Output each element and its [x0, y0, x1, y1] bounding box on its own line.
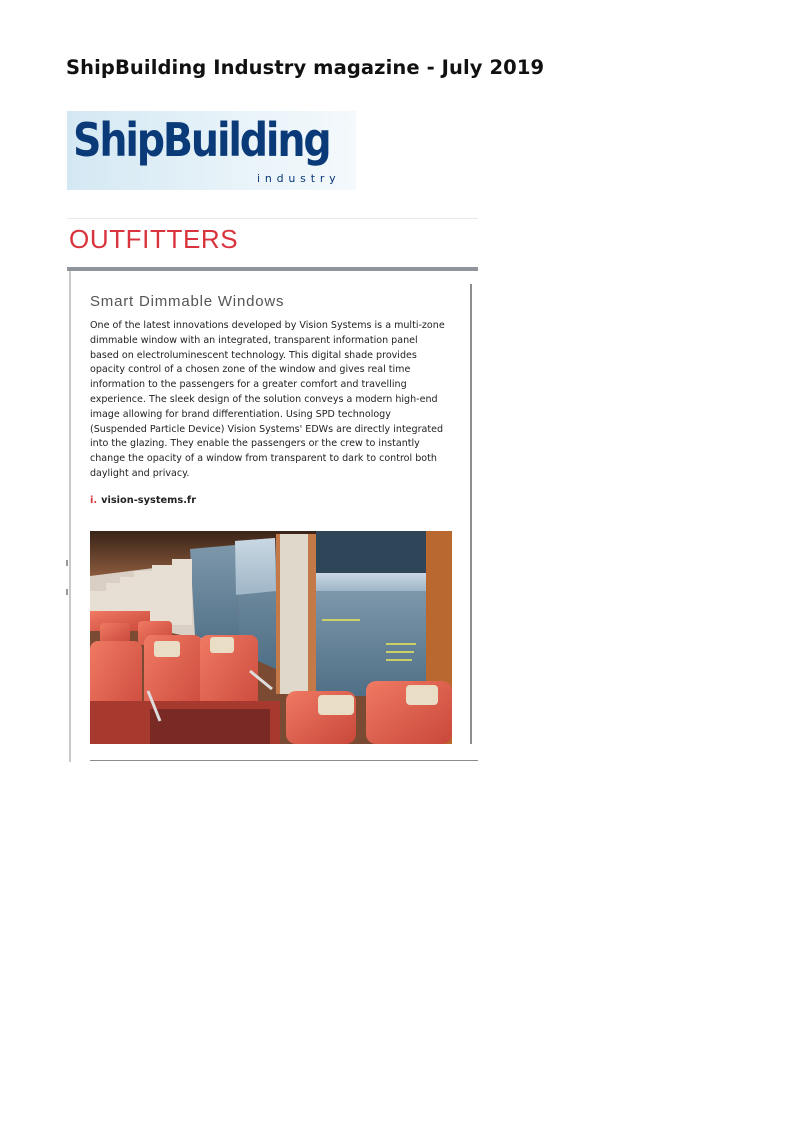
body-line: One of the latest innovations developed by Vision Systems is a multi-zone — [90, 320, 445, 331]
body-line: information to the passengers for a greater comfort and travelling — [90, 379, 407, 391]
info-marker: i. — [90, 495, 98, 506]
article-body — [90, 319, 462, 482]
shipbuilding-logo — [67, 111, 356, 190]
body-line: daylight and privacy. — [90, 467, 190, 479]
body-line: opacity control of a chosen zone of the window and gives real time — [90, 364, 411, 376]
clipping-left-rule — [69, 271, 71, 762]
body-line: image allowing for brand differentiation. Using SPD technology — [90, 408, 391, 420]
body-line: dimmable window with an integrated, transparent information panel — [90, 334, 418, 346]
article-bottom-rule — [90, 760, 478, 761]
section-title: OUTFITTERS — [69, 224, 239, 254]
source-link[interactable]: vision-systems.fr — [101, 495, 197, 506]
logo-wordmark: ShipBuilding — [73, 113, 330, 167]
margin-mark — [66, 589, 68, 595]
section-rule — [67, 267, 478, 271]
page-heading: ShipBuilding Industry magazine - July 2019 — [66, 56, 545, 79]
body-line: (Suspended Particle Device) Vision Systems' EDWs are directly integrated — [90, 423, 444, 435]
clipping-top-edge — [67, 218, 478, 219]
logo-subtitle: industry — [257, 172, 341, 185]
cabin-photo — [90, 531, 452, 744]
body-line: into the glazing. They enable the passengers or the crew to instantly — [90, 438, 420, 450]
body-line: experience. The sleek design of the solution conveys a modern high-end — [90, 393, 438, 405]
article-right-rule — [470, 284, 472, 744]
body-line: change the opacity of a window from transparent to dark to control both — [90, 453, 437, 465]
margin-mark — [66, 560, 68, 566]
body-line: based on electroluminescent technology. This digital shade provides — [90, 349, 417, 361]
article-title: Smart Dimmable Windows — [90, 293, 285, 310]
source-line — [90, 495, 196, 506]
